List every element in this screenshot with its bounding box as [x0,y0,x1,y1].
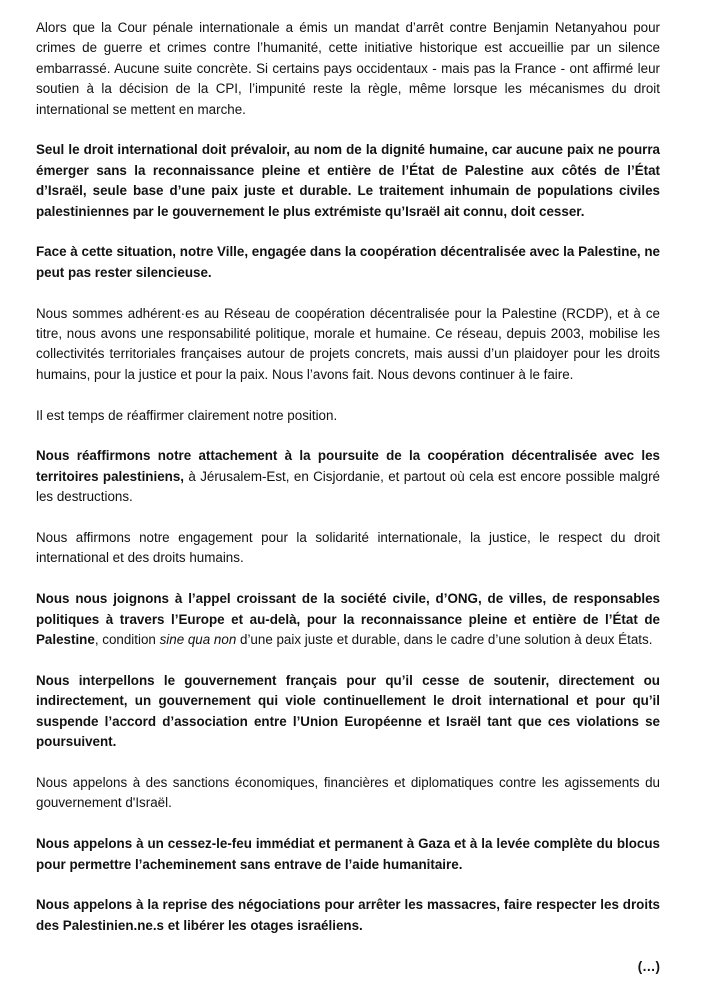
continuation-ellipsis: (…) [637,958,660,974]
paragraph-negotiations: Nous appelons à la reprise des négociations pour arrêter les massacres, faire respecter les droits des Palestinien.ne.s et libérer les otages israéliens. [36,897,660,933]
paragraph-recognition-bold: Nous nous joignons à l’appel croissant de la société civile, d’ONG, de villes, de responsables politiques à travers l’Europe et au-delà, pour la reconnaissance pleine et entière de l’État de Palestine [36,591,660,648]
paragraph-international-law: Seul le droit international doit prévaloir, au nom de la dignité humaine, car aucune paix ne pourra émerger sans la reconnaissance pleine et entière de l’État de Palestine aux côtés de l’État d’Israël, seule base d’une paix juste et durable. Le traitement inhumain de populations civiles palestiniennes par le gouvernement le plus extrémiste qu’Israël ait connu, doit cesser. [36,142,660,219]
paragraph-cooperation-bold: Nous réaffirmons notre attachement à la poursuite de la coopération décentralisée avec les territoires palestiniens, [36,448,660,484]
paragraph-engagement: Nous affirmons notre engagement pour la solidarité internationale, la justice, le respect du droit international et des droits humains. [36,530,660,566]
paragraph-government-appeal: Nous interpellons le gouvernement français pour qu’il cesse de soutenir, directement ou indirectement, un gouvernement qui viole continuellement le droit international et pour qu’il suspende l’accord d’association entre l’Union Européenne et Israël tant que ces violations se poursuivent. [36,672,660,750]
paragraph-reaffirm-position: Il est temps de réaffirmer clairement notre position. [36,407,338,423]
paragraph-ceasefire: Nous appelons à un cessez-le-feu immédiat et permanent à Gaza et à la levée complète du blocus pour permettre l’acheminement sans entrave de l’aide humanitaire. [36,836,660,872]
document-page [36,18,660,977]
paragraph-sanctions: Nous appelons à des sanctions économiques, financières et diplomatiques contre les agissements du gouvernement d'Israël. [36,774,660,811]
paragraph-recognition-text-a: , condition [94,632,160,648]
paragraph-cpi-mandate: Alors que la Cour pénale internationale a émis un mandat d’arrêt contre Benjamin Netanyahou pour crimes de guerre et crimes contre l’humanité, cette initiative historique est accueillie par un silence embarrassé. Aucune suite concrète. Si certains pays occidentaux - mais pas la France - ont affirmé leur soutien à la décision de la CPI, l’impunité reste la règle, même lorsque les mécanismes du droit international se mettent en marche. [36,20,660,117]
paragraph-recognition-text-b: d’une paix juste et durable, dans le cadre d’une solution à deux États. [236,632,653,648]
paragraph-rcdp-network: Nous sommes adhérent·es au Réseau de coopération décentralisée pour la Palestine (RCDP), et à ce titre, nous avons une responsabilité politique, morale et humaine. Ce réseau, depuis 2003, mobilise les collectivités territoriales françaises autour de projets concrets, mais aussi d’un plaidoyer pour les droits humains, pour la justice et pour la paix. Nous l’avons fait. Nous devons continuer à le faire. [36,305,660,382]
paragraph-recognition-call [36,589,660,650]
paragraph-recognition-italic: sine qua non [159,632,237,648]
paragraph-city-position: Face à cette situation, notre Ville, engagée dans la coopération décentralisée avec la Palestine, ne peut pas rester silencieuse. [36,244,660,280]
paragraph-cooperation-rest: à Jérusalem-Est, en Cisjordanie, et partout où cela est encore possible malgré les destructions. [36,468,661,505]
paragraph-cooperation [36,446,660,507]
